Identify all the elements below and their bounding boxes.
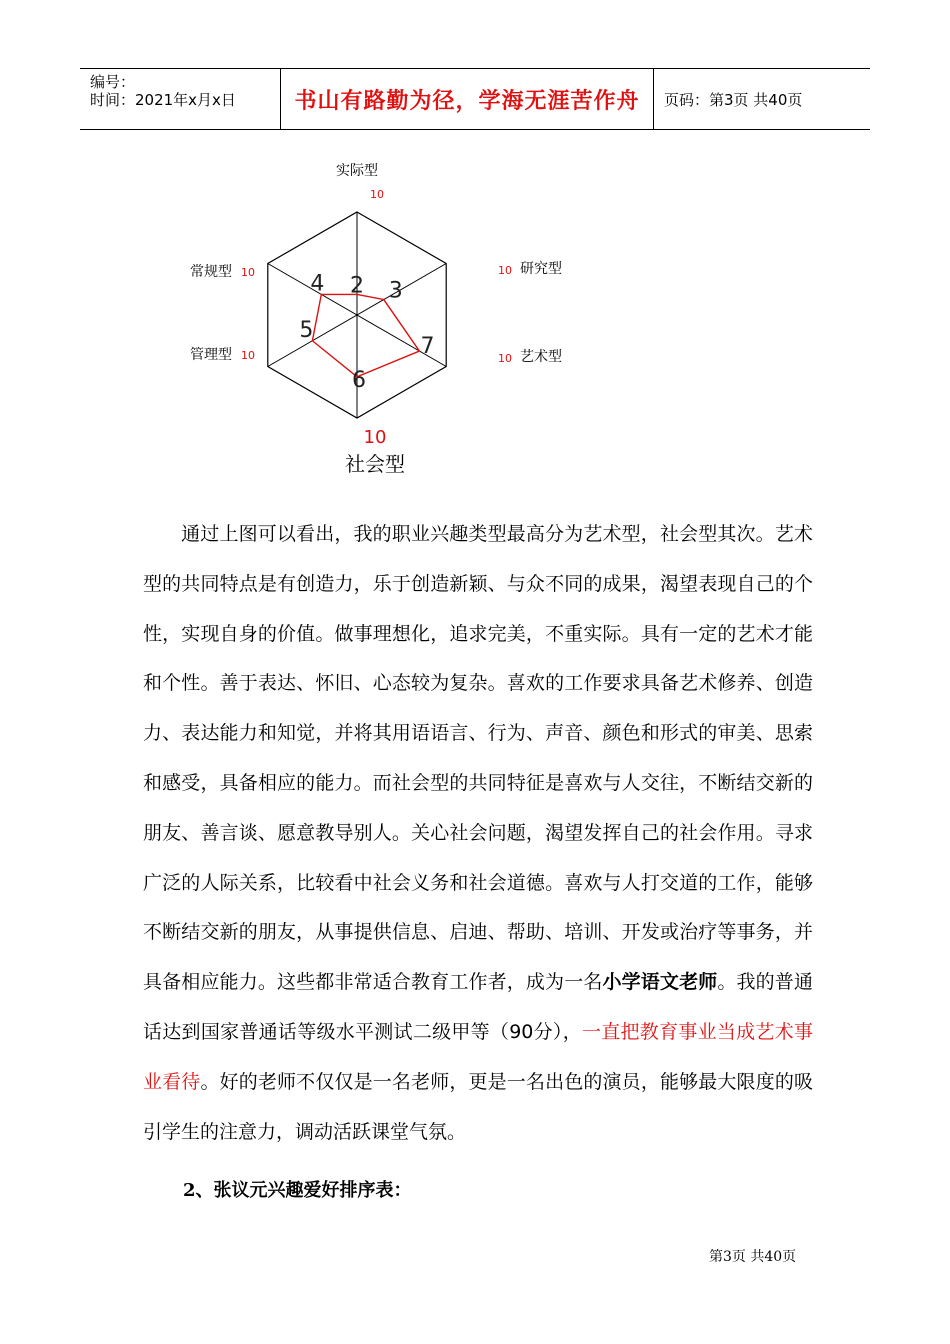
radar-value-label: 2 bbox=[350, 273, 364, 299]
date-label: 时间：2021年x月x日 bbox=[90, 91, 236, 109]
page-info-cell bbox=[654, 69, 870, 129]
motto-cell bbox=[281, 69, 654, 129]
paragraph-text-end: 。好的老师不仅仅是一名老师，更是一名出色的演员，能够最大限度的吸引学生的注意力，调动活跃课堂气氛。 bbox=[143, 1070, 813, 1143]
radar-data-series bbox=[312, 294, 419, 376]
radar-value-label: 4 bbox=[310, 271, 325, 297]
radar-value-label: 5 bbox=[299, 317, 314, 343]
radar-max-label: 10 bbox=[498, 352, 512, 365]
radar-max-label: 10 bbox=[498, 264, 512, 277]
radar-value-label: 6 bbox=[352, 367, 366, 393]
header-meta-cell bbox=[80, 69, 281, 129]
paragraph-red-text: 一直把教育事业当成艺术事业看待 bbox=[143, 1020, 813, 1093]
radar-axis-label: 艺术型 bbox=[520, 349, 562, 365]
motto-text: 书山有路勤为径，学海无涯苦作舟 bbox=[294, 88, 640, 114]
number-label: 编号： bbox=[90, 73, 136, 91]
radar-max-label: 10 bbox=[370, 188, 384, 201]
radar-axis-label: 研究型 bbox=[520, 261, 562, 277]
radar-chart bbox=[170, 150, 600, 490]
radar-value-label: 3 bbox=[388, 278, 403, 304]
paragraph-text-mid: 。我的普通话达到国家普通话等级水平测试二级甲等（90分）， bbox=[143, 971, 813, 1043]
paragraph-bold-text: 小学语文老师 bbox=[602, 971, 718, 994]
radar-max-label: 10 bbox=[363, 427, 387, 448]
radar-axis-label: 实际型 bbox=[336, 163, 378, 179]
page-footer: 第3页 共40页 bbox=[709, 1249, 797, 1265]
paragraph-text: 通过上图可以看出，我的职业兴趣类型最高分为艺术型，社会型其次。艺术型的共同特点是有创造力，乐于创造新颖、与众不同的成果，渴望表现自己的个性，实现自身的价值。做事理想化，追求完美，不重实际。具有一定的艺术才能和个性。善于表达、怀旧、心态较为复杂。喜欢的工作要求具备艺术修养、创造力、表达能力和知觉，并将其用语语言、行为、声音、颜色和形式的审美、思索和感受，具备相应的能力。而社会型的共同特征是喜欢与人交往，不断结交新的朋友、善言谈、愿意教导别人。关心社会问题，渴望发挥自己的社会作用。寻求广泛的人际关系，比较看中社会义务和社会道德。喜欢与人打交道的工作，能够不断结交新的朋友，从事提供信息、启迪、帮助、培训、开发或治疗等事务，并具备相应能力。这些都非常适合教育工作者，成为一名 bbox=[143, 523, 813, 994]
radar-max-label: 10 bbox=[241, 349, 255, 362]
header-table bbox=[80, 68, 870, 130]
section-title: 2、张议元兴趣爱好排序表： bbox=[183, 1180, 412, 1201]
radar-value-label: 7 bbox=[420, 334, 435, 360]
radar-axis-label: 社会型 bbox=[345, 452, 405, 476]
radar-axis-label: 管理型 bbox=[190, 347, 232, 363]
page-info: 页码：第3页 共40页 bbox=[664, 90, 803, 109]
body-paragraph bbox=[143, 510, 813, 1157]
radar-axis-label: 常规型 bbox=[190, 264, 232, 280]
radar-max-label: 10 bbox=[241, 266, 255, 279]
